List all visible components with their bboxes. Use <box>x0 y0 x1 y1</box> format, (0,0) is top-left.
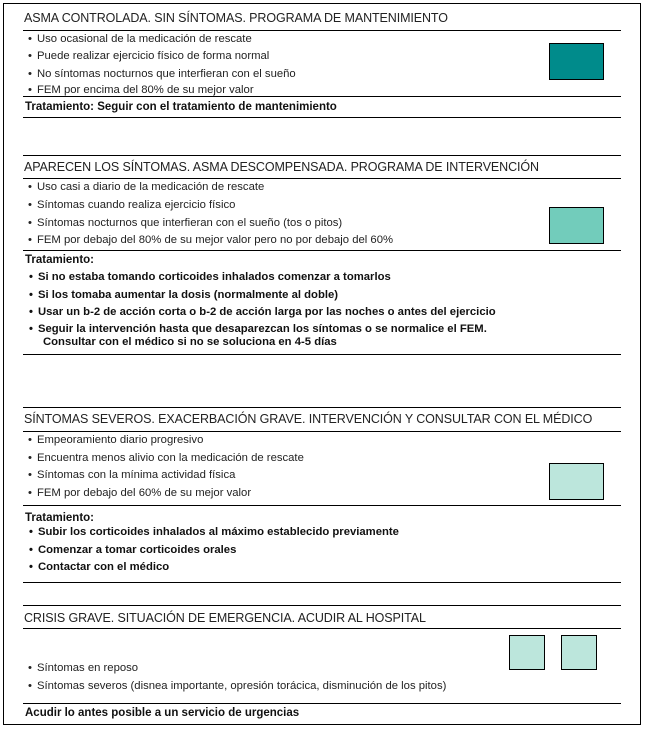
symptom-item: • Síntomas cuando realiza ejercicio físico <box>28 199 235 211</box>
treatment-item: • Contactar con el médico <box>29 561 169 574</box>
symptom-item: • Síntomas con la mínima actividad física <box>28 469 235 481</box>
section-title: CRISIS GRAVE. SITUACIÓN DE EMERGENCIA. ACUDIR AL HOSPITAL <box>24 611 426 625</box>
symptom-item: • Uso casi a diario de la medicación de rescate <box>28 181 264 193</box>
treatment-item: • Subir los corticoides inhalados al máximo establecido previamente <box>29 526 399 539</box>
severity-swatch <box>549 43 604 80</box>
treatment-label: Tratamiento: Seguir con el tratamiento de mantenimiento <box>25 101 337 113</box>
symptom-item: • Empeoramiento diario progresivo <box>28 434 203 446</box>
symptom-item: • Síntomas severos (disnea importante, opresión torácica, disminución de los pitos) <box>28 680 446 692</box>
severity-swatch <box>561 635 597 670</box>
section-title: SÍNTOMAS SEVEROS. EXACERBACIÓN GRAVE. INTERVENCIÓN Y CONSULTAR CON EL MÉDICO <box>24 412 593 426</box>
divider <box>23 582 621 583</box>
divider <box>23 96 621 97</box>
symptom-item: • Encuentra menos alivio con la medicación de rescate <box>28 452 304 464</box>
divider <box>23 117 621 118</box>
divider <box>23 407 621 408</box>
symptom-item: • Puede realizar ejercicio físico de forma normal <box>28 50 269 62</box>
treatment-item: • Si los tomaba aumentar la dosis (normalmente al doble) <box>29 289 338 302</box>
divider <box>23 703 621 704</box>
symptom-item: • Síntomas nocturnos que interfieran con el sueño (tos o pitos) <box>28 217 342 229</box>
severity-swatch <box>509 635 545 670</box>
symptom-item: • FEM por debajo del 80% de su mejor valor pero no por debajo del 60% <box>28 234 393 246</box>
treatment-label: Acudir lo antes posible a un servicio de urgencias <box>25 707 300 719</box>
treatment-label: Tratamiento: <box>25 254 95 266</box>
divider <box>23 354 621 355</box>
section-title: ASMA CONTROLADA. SIN SÍNTOMAS. PROGRAMA DE MANTENIMIENTO <box>24 11 448 25</box>
divider <box>23 250 621 251</box>
treatment-item: • Si no estaba tomando corticoides inhalados comenzar a tomarlos <box>29 271 391 284</box>
symptom-item: • FEM por debajo del 60% de su mejor valor <box>28 487 251 499</box>
divider <box>23 605 621 606</box>
divider <box>23 30 621 31</box>
symptom-item: • FEM por encima del 80% de su mejor valor <box>28 84 254 96</box>
divider <box>23 155 621 156</box>
treatment-item: • Comenzar a tomar corticoides orales <box>29 544 236 557</box>
divider <box>23 505 621 506</box>
divider <box>23 628 621 629</box>
treatment-item: • Usar un b-2 de acción corta o b-2 de acción larga por las noches o antes del ejercicio <box>29 306 496 319</box>
symptom-item: • No síntomas nocturnos que interfieran con el sueño <box>28 68 296 80</box>
treatment-item-continuation: Consultar con el médico si no se soluciona en 4-5 días <box>43 336 337 348</box>
symptom-item: • Uso ocasional de la medicación de rescate <box>28 33 252 45</box>
divider <box>23 431 621 432</box>
treatment-label: Tratamiento: <box>25 512 95 524</box>
severity-swatch <box>549 463 604 500</box>
divider <box>23 178 621 179</box>
symptom-item: • Síntomas en reposo <box>28 662 138 674</box>
section-title: APARECEN LOS SÍNTOMAS. ASMA DESCOMPENSADA. PROGRAMA DE INTERVENCIÓN <box>24 160 539 174</box>
treatment-item: • Seguir la intervención hasta que desaparezcan los síntomas o se normalice el FEM. <box>29 323 487 336</box>
severity-swatch <box>549 207 604 244</box>
